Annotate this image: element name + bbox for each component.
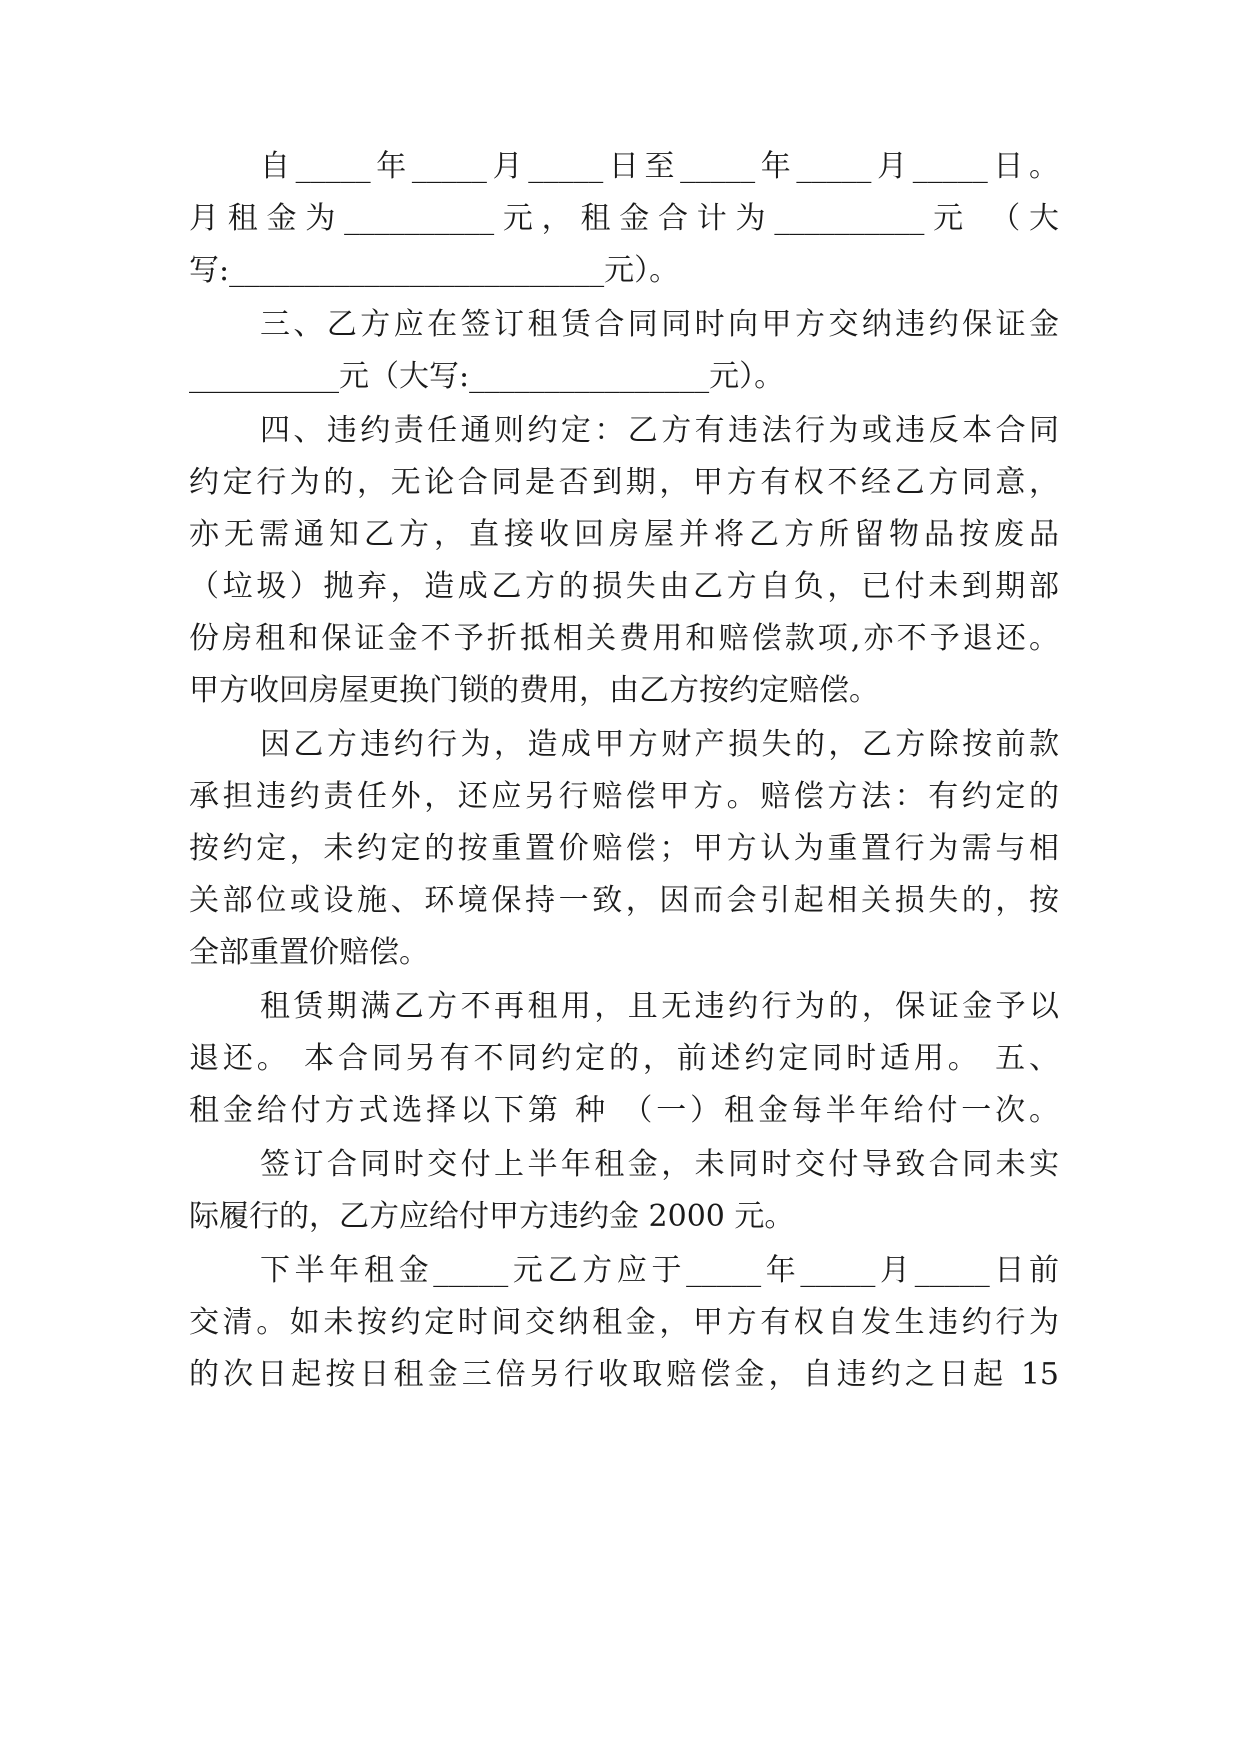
text-line: 承担违约责任外，还应另行赔偿甲方。赔偿方法：有约定的 xyxy=(189,779,1059,814)
text-line: 四、违约责任通则约定：乙方有违法行为或违反本合同 xyxy=(260,413,1059,448)
text-line: 月租金为__________元，租金合计为__________元 （大 xyxy=(189,201,1059,236)
text-line: 退还。 本合同另有不同约定的，前述约定同时适用。 五、 xyxy=(189,1041,1059,1076)
text-line: 甲方收回房屋更换门锁的费用，由乙方按约定赔偿。 xyxy=(189,673,879,708)
text-line: 租金给付方式选择以下第 种 （一）租金每半年给付一次。 xyxy=(189,1093,1059,1128)
text-line: 关部位或设施、环境保持一致，因而会引起相关损失的，按 xyxy=(189,883,1059,918)
text-line: 份房租和保证金不予折抵相关费用和赔偿款项,亦不予退还。 xyxy=(189,621,1059,656)
text-line: 的次日起按日租金三倍另行收取赔偿金，自违约之日起 15 xyxy=(189,1357,1059,1392)
text-line: 亦无需通知乙方，直接收回房屋并将乙方所留物品按废品 xyxy=(189,517,1059,552)
text-line: 约定行为的，无论合同是否到期，甲方有权不经乙方同意， xyxy=(189,465,1059,500)
text-line: 下半年租金_____元乙方应于_____年_____月_____日前 xyxy=(260,1253,1059,1288)
text-line: 签订合同时交付上半年租金，未同时交付导致合同未实 xyxy=(260,1147,1059,1182)
text-line: 因乙方违约行为，造成甲方财产损失的，乙方除按前款 xyxy=(260,727,1059,762)
text-line: __________元（大写:________________元）。 xyxy=(189,359,785,394)
text-line: 按约定，未约定的按重置价赔偿；甲方认为重置行为需与相 xyxy=(189,831,1059,866)
text-line: （垃圾）抛弃，造成乙方的损失由乙方自负，已付未到期部 xyxy=(189,569,1059,604)
text-line: 交清。如未按约定时间交纳租金，甲方有权自发生违约行为 xyxy=(189,1305,1059,1340)
text-line: 际履行的，乙方应给付甲方违约金 2000 元。 xyxy=(189,1199,795,1234)
text-line: 三、乙方应在签订租赁合同同时向甲方交纳违约保证金 xyxy=(260,307,1059,342)
text-line: 写:_________________________元）。 xyxy=(189,253,680,288)
text-line: 自_____年_____月_____日至_____年_____月_____日。 xyxy=(260,149,1059,184)
text-line: 全部重置价赔偿。 xyxy=(189,935,429,970)
text-line: 租赁期满乙方不再租用，且无违约行为的，保证金予以 xyxy=(260,989,1059,1024)
